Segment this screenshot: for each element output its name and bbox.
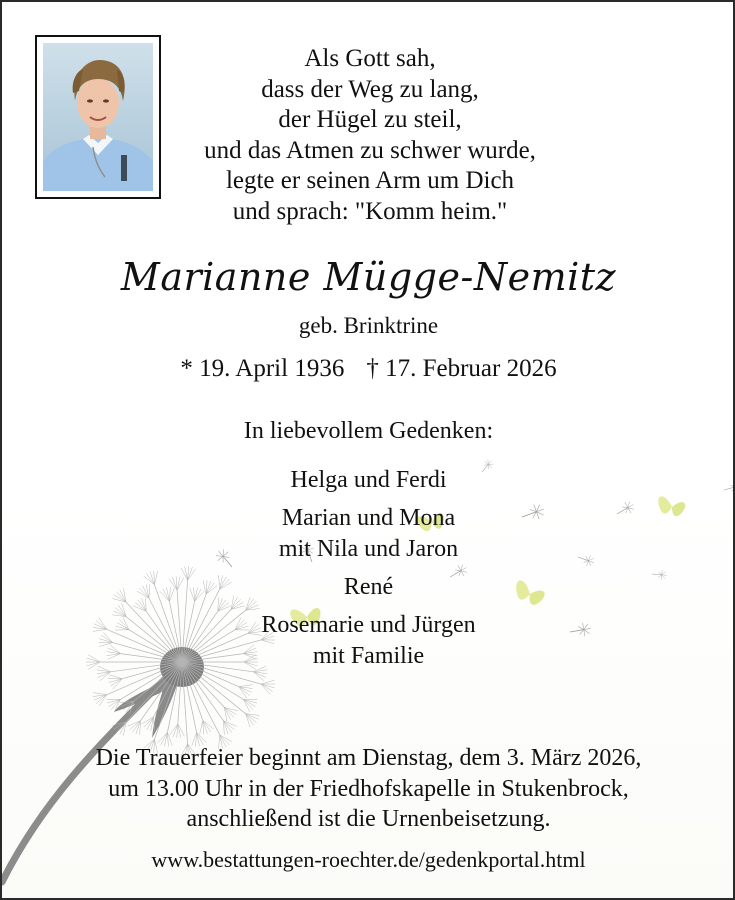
birth-date: * 19. April 1936: [180, 355, 345, 382]
mourner-line: René: [343, 574, 394, 600]
mourner-group: [2, 572, 735, 603]
mourner-line: Rosemarie und Jürgen: [261, 612, 476, 638]
mourner-group: [2, 465, 735, 496]
mourner-group: [2, 610, 735, 672]
mourner-line: mit Familie: [312, 643, 425, 669]
mourner-group: [2, 503, 735, 565]
mourner-line: mit Nila und Jaron: [278, 536, 459, 562]
poem-line: und sprach: "Komm heim.": [232, 197, 508, 225]
website-link[interactable]: www.bestattungen-roechter.de/gedenkportal.html: [151, 847, 586, 872]
mourner-line: Helga und Ferdi: [290, 467, 447, 493]
ceremony-line: Die Trauerfeier beginnt am Dienstag, dem 3. März 2026,: [95, 745, 642, 771]
ceremony-info: [2, 743, 735, 835]
mourner-line: Marian und Mona: [281, 505, 456, 531]
poem-line: der Hügel zu steil,: [278, 106, 462, 133]
birth-name: geb. Brinktrine: [298, 313, 439, 338]
memorial-heading: In liebevollem Gedenken:: [243, 418, 494, 444]
poem-line: legte er seinen Arm um Dich: [225, 167, 515, 194]
deceased-name: Marianne Mügge-Nemitz: [120, 255, 617, 299]
death-date: † 17. Februar 2026: [366, 355, 557, 382]
poem-line: dass der Weg zu lang,: [261, 75, 479, 103]
poem: [162, 44, 578, 227]
life-dates: [2, 353, 735, 385]
mourners-list: [2, 465, 735, 679]
ceremony-line: anschließend ist die Urnenbeisetzung.: [186, 806, 551, 832]
poem-line: Als Gott sah,: [304, 45, 436, 72]
ceremony-line: um 13.00 Uhr in der Friedhofskapelle in Stukenbrock,: [108, 775, 629, 802]
poem-line: und das Atmen zu schwer wurde,: [204, 136, 536, 164]
